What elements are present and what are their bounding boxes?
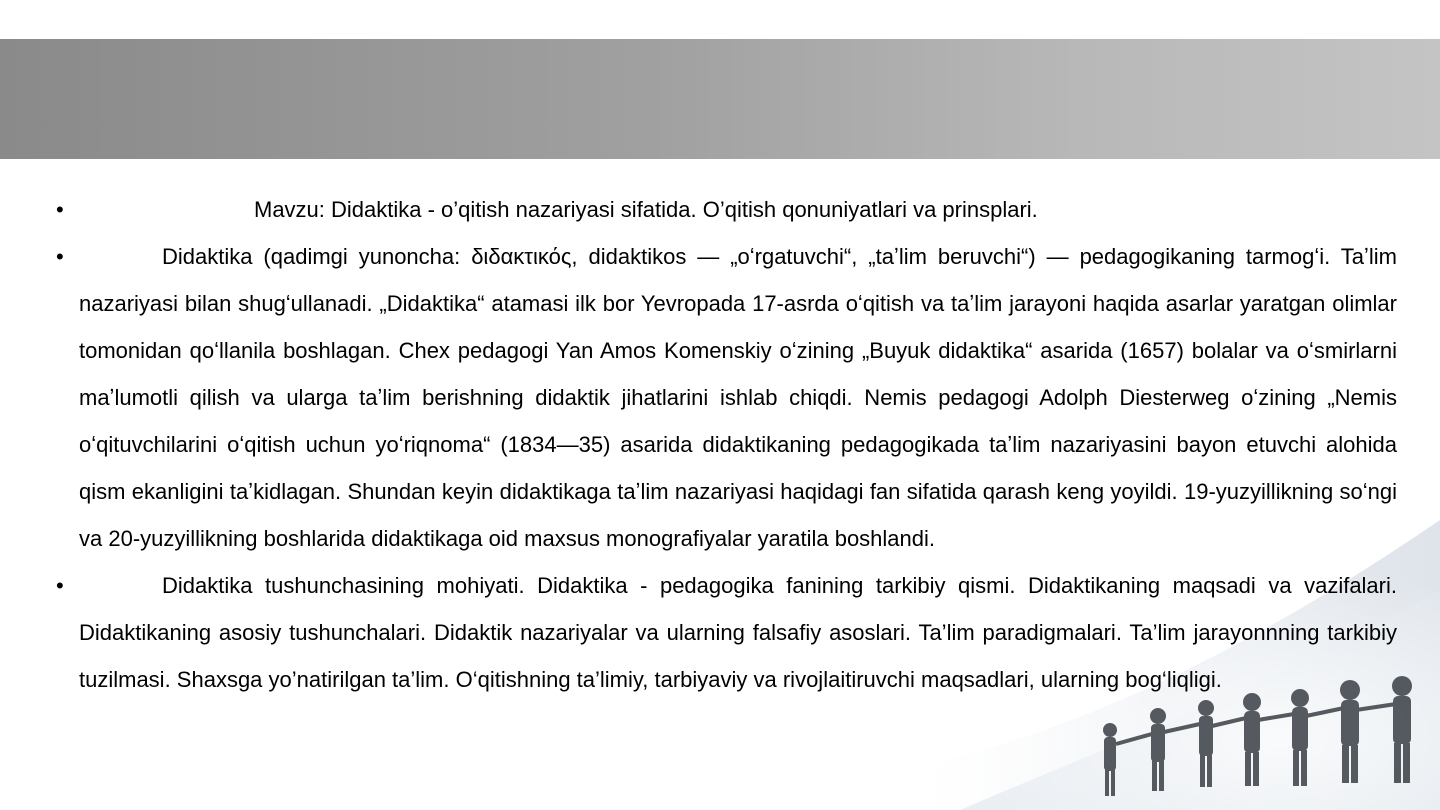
definition-paragraph: Didaktika (qadimgi yunoncha: διδακτικός, didaktikos — „oʻrgatuvchi“, „taʼlim beruvchi“) — pedagogikaning tarmogʻi. Taʼlim nazariyasi bilan shugʻullanadi. „Didaktika“ atamasi ilk bor Yevropada 17-asrda oʻqitish va taʼlim jarayoni haqida asarlar yaratgan olimlar tomonidan qoʻllanila boshlagan. Chex pedagogi Yan Amos Komenskiy oʻzining „Buyuk didaktika“ asarida (1657) bolalar va oʻsmirlarni maʼlumotli qilish va ularga taʼlim berishning didaktik jihatlarini ishlab chiqdi. Nemis pedagogi Adolph Diesterweg oʻzining „Nemis oʻqituvchilarini oʻqitish uchun yoʻriqnoma“ (1834—35) asarida didaktikaning pedagogikada taʼlim nazariyasini bayon etuvchi alohida qism ekanligini taʼkidlagan. Shundan keyin didaktikaga taʼlim nazariyasi haqidagi fan sifatida qarash keng yoyildi. 19-yuzyillikning soʻngi va 20-yuzyillikning boshlarida didaktikaga oid maxsus monografiyalar yaratila boshlandi. <box>79 244 1397 551</box>
bullet-dot: • <box>56 244 64 269</box>
bullet-item-outline <box>0 562 1440 703</box>
topic-title: Mavzu: Didaktika - o’qitish nazariyasi sifatida. O’qitish qonuniyatlari va prinsplari. <box>254 197 1038 222</box>
bullet-item-topic <box>0 186 1440 233</box>
bullet-list <box>0 186 1440 703</box>
outline-paragraph: Didaktika tushunchasining mohiyati. Didaktika - pedagogika fanining tarkibiy qismi. Didaktikaning maqsadi va vazifalari. Didaktikaning asosiy tushunchalari. Didaktik nazariyalar va ularning falsafiy asoslari. Ta’lim paradigmalari. Ta’lim jarayonnning tarkibiy tuzilmasi. Shaxsga yo’natirilgan ta’lim. O‘qitishning ta’limiy, tarbiyaviy va rivojlaitiruvchi maqsadlari, ularning bog‘liqligi. <box>79 573 1397 692</box>
bullet-dot: • <box>56 573 64 598</box>
bullet-item-definition <box>0 233 1440 562</box>
bullet-dot: • <box>56 197 64 222</box>
header-band <box>0 39 1440 159</box>
